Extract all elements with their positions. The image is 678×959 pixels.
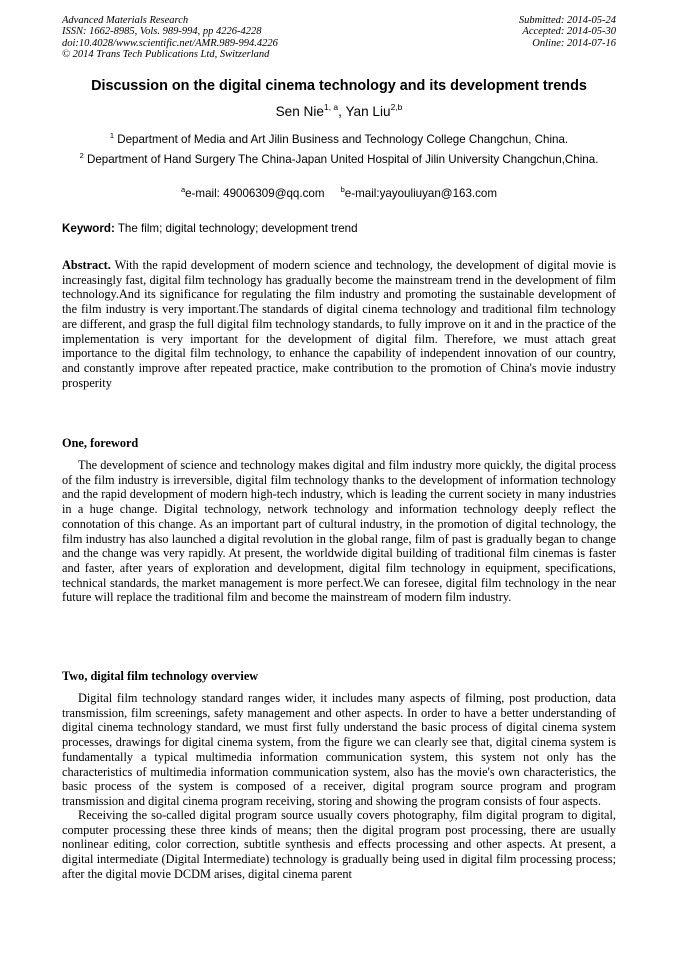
email-marker: b [340,185,345,194]
affiliation-1 [60,132,618,147]
affiliation-marker: 2 [79,151,84,160]
email-b: e-mail:yayouliuyan@163.com [344,187,498,200]
journal-name: Advanced Materials Research [62,15,189,26]
submission-dates [519,15,616,49]
journal-doi: doi:10.4028/www.scientific.net/AMR.989-994.4226 [62,37,278,49]
overview-paragraph-2: Receiving the so-called digital program source usually covers photography, film digital program to digital, computer processing these three kinds of means; then the digital program post processing, there are usually nonlinear editing, color correction, subtitle synthesis and effects processing and other aspects. At present, a digital intermediate (Digital Intermediate) technology is gradually being used in digital film processing process; after the digital movie DCDM arises, digital cinema parent [62,808,616,881]
keywords-text: The film; digital technology; development trend [114,222,358,235]
author-separator: , [338,104,346,119]
paper-title: Discussion on the digital cinema technology and its development trends [91,78,587,94]
submitted-date: Submitted: 2014-05-24 [518,15,616,26]
journal-issn: ISSN: 1662-8985, Vols. 989-994, pp 4226-4228 [62,26,262,38]
author-superscript: 1, a [323,102,339,112]
foreword-paragraph: The development of science and technology makes digital and film industry more quickly, the digital process of the film industry is irreversible, digital film technology thanks to the development of information technology and the rapid development of modern high-tech industry, which is leading the current society in many industries in a huge change. Digital technology, network technology and information technology deeply reflect the connotation of this change. As an important part of cultural industry, in the promotion of digital technology, the film industry has also launched a digital revolution in the global range, film of past is gradually began to change and the change was very rapidly. At present, the worldwide digital building of traditional film cinemas is faster and faster, after years of exploration and development, digital film technology in equipment, specifications, technical standards, the market management is more perfect.We can foresee, digital film technology in the near future will replace the traditional film and become the mainstream of modern film industry. [62,458,616,605]
email-a: e-mail: 49006309@qq.com [185,187,325,200]
email-line [0,187,678,200]
affiliation-marker: 1 [109,131,114,140]
author-name: Sen Nie [275,104,324,119]
online-date: Online: 2014-07-16 [532,37,616,49]
journal-copyright: © 2014 Trans Tech Publications Ltd, Switzerland [62,49,270,61]
abstract-text: With the rapid development of modern science and technology, the development of digital movie is increasingly fast, digital film technology has gradually become the mainstream trend in the development of film technology.And its significance for regulating the film industry and promoting the sustainable development of the film industry is very important.The standards of digital cinema technology and traditional film technology are different, and grasp the full digital film technology standards, to fully improve on it and in the practice of the implementation is very important for the development of digital film. Therefore, we must attach great importance to the digital film technology, to enhance the capability of independent innovation of our country, and constantly improve after repeated practice, make contribution to the promotion of China's movie industry prosperity [62,258,616,390]
email-marker: a [180,185,186,194]
affiliation-text: Department of Media and Art Jilin Business and Technology College Changchun, China. [114,133,569,146]
abstract-label: Abstract. [62,258,111,272]
keywords [62,222,616,235]
keywords-label: Keyword: [62,222,115,235]
affiliation-2 [60,152,618,167]
section-heading-foreword: One, foreword [62,436,139,450]
author-superscript: 2,b [390,102,403,112]
accepted-date: Accepted: 2014-05-30 [522,26,616,38]
author-line [0,104,678,119]
overview-paragraph-1: Digital film technology standard ranges wider, it includes many aspects of filming, post production, data transmission, film screenings, safety management and other aspects. In order to have a better understanding of digital cinema technology standard, we must first fully understand the basic process of digital cinema system processes, drawings for digital cinema system, from the figure we can clearly see that, digital cinema system is fundamentally a typical multimedia information communication system, this system not only has the characteristics of multimedia information communication system, also has the movie's own characteristics, the basic process of the system is composed of a receiver, digital program source program and program transmission and digital cinema program receiving, storing and showing the program consists of four aspects. [62,691,616,808]
author-name: Yan Liu [345,104,391,119]
section-heading-overview: Two, digital film technology overview [62,669,259,683]
journal-header [62,15,278,61]
abstract [62,258,616,390]
affiliation-text: Department of Hand Surgery The China-Japan United Hospital of Jilin University Changchun,China. [83,153,599,166]
